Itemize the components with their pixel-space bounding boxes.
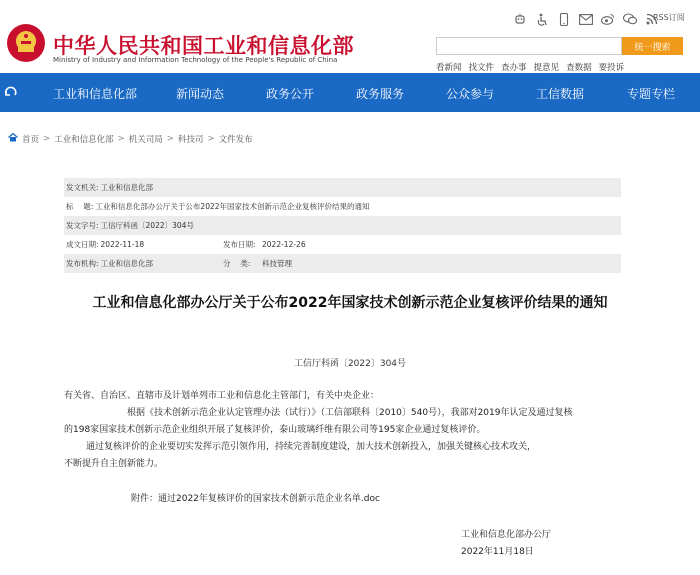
article-paragraph-1-line-2: 的198家国家技术创新示范企业组织开展了复核评价，泰山玻璃纤维有限公司等195家企业通过复核评价。 [64,425,486,435]
nav-item-services[interactable]: 政务服务 [356,87,405,101]
docno-label: 发文字号: [66,221,99,230]
nav-item-participation[interactable]: 公众参与 [446,87,495,101]
breadcrumb-ministry[interactable]: 工业和信息化部 [54,135,114,145]
article-date: 2022年11月18日 [461,547,534,557]
article-salutation: 有关省、自治区、直辖市及计划单列市工业和信息化主管部门，有关中央企业： [64,391,380,401]
mail-icon[interactable] [579,12,593,26]
created-label: 成文日期: [66,240,99,249]
home-icon [8,133,18,145]
robot-icon[interactable] [513,12,527,26]
quick-link-data[interactable]: 查数据 [566,63,592,73]
main-nav [0,73,700,112]
nav-item-news[interactable]: 新闻动态 [176,87,225,101]
breadcrumb-home[interactable]: 首页 [22,135,40,145]
article-paragraph-2-line-1: 通过复核评价的企业要切实发挥示范引领作用，持续完善制度建设，加大技术创新投入，加强关键核心技术攻关， [86,442,537,452]
accessibility-icon[interactable] [535,12,549,26]
published-label: 发布日期: [223,240,256,249]
category-value: 科技管理 [262,259,292,268]
nav-item-topics[interactable]: 专题专栏 [627,87,676,101]
search-input[interactable] [436,37,622,55]
site-header [0,0,700,73]
article-title: 工业和信息化部办公厅关于公布2022年国家技术创新示范企业复核评价结果的通知 [92,295,608,311]
article-paragraph-1-line-1: 根据《技术创新示范企业认定管理办法（试行）》（工信部联科〔2010〕540号），我部对2019年认定及通过复核 [127,408,573,418]
site-title[interactable]: 中华人民共和国工业和信息化部 [53,34,354,58]
info-row-docno [64,216,621,235]
issuer-value: 工业和信息化部 [100,183,154,192]
wechat-icon[interactable] [623,12,637,26]
breadcrumb-science-dept[interactable]: 科技司 [177,135,204,145]
title-value: 工业和信息化部办公厅关于公布2022年国家技术创新示范企业复核评价结果的通知 [95,202,370,211]
nav-item-data[interactable]: 工信数据 [536,87,585,101]
document-info-table [64,178,621,273]
weibo-icon[interactable] [601,12,615,26]
attachment-link[interactable]: 附件：通过2022年复核评价的国家技术创新示范企业名单.doc [131,494,380,504]
category-label: 分 类: [223,259,251,268]
publisher-label: 发布机构: [66,259,99,268]
breadcrumb-separator: > [207,134,215,144]
quick-link-feedback[interactable]: 提意见 [533,63,560,73]
info-row-title [64,197,621,216]
breadcrumb-separator: > [43,134,51,144]
quick-link-news[interactable]: 看新闻 [436,63,462,73]
quick-links [436,61,624,73]
issuer-label: 发文机关: [66,183,99,192]
title-label: 标 题: [66,202,94,211]
nav-item-ministry[interactable]: 工业和信息化部 [53,87,138,101]
breadcrumb-file-release[interactable]: 文件发布 [218,135,253,145]
quick-link-files[interactable]: 找文件 [468,63,495,73]
nav-home-icon[interactable] [4,85,18,99]
top-icon-bar [513,10,659,28]
quick-link-complaint[interactable]: 要投诉 [598,63,625,73]
breadcrumb [8,133,253,145]
national-emblem-logo [7,24,45,62]
docno-value: 工信厅科函〔2022〕304号 [100,221,194,230]
published-value: 2022-12-26 [262,240,306,249]
document-number: 工信厅科函〔2022〕304号 [293,359,407,369]
breadcrumb-separator: > [166,134,174,144]
article-signature: 工业和信息化部办公厅 [461,530,552,540]
info-row-publisher [64,254,621,273]
rss-subscribe-link[interactable]: RSS订阅 [653,13,685,22]
publisher-value: 工业和信息化部 [100,259,154,268]
quick-link-services[interactable]: 查办事 [501,63,527,73]
breadcrumb-separator: > [117,134,125,144]
article-paragraph-2-line-2: 不断提升自主创新能力。 [64,459,164,469]
site-subtitle: Ministry of Industry and Information Technology of the People's Republic of China [53,56,338,64]
search-button[interactable]: 统一搜索 [622,37,683,55]
nav-item-disclosure[interactable]: 政务公开 [266,87,315,101]
info-row-dates [64,235,621,254]
breadcrumb-departments[interactable]: 机关司局 [128,135,163,145]
info-row-issuer [64,178,621,197]
mobile-icon[interactable] [557,12,571,26]
created-value: 2022-11-18 [100,240,145,249]
